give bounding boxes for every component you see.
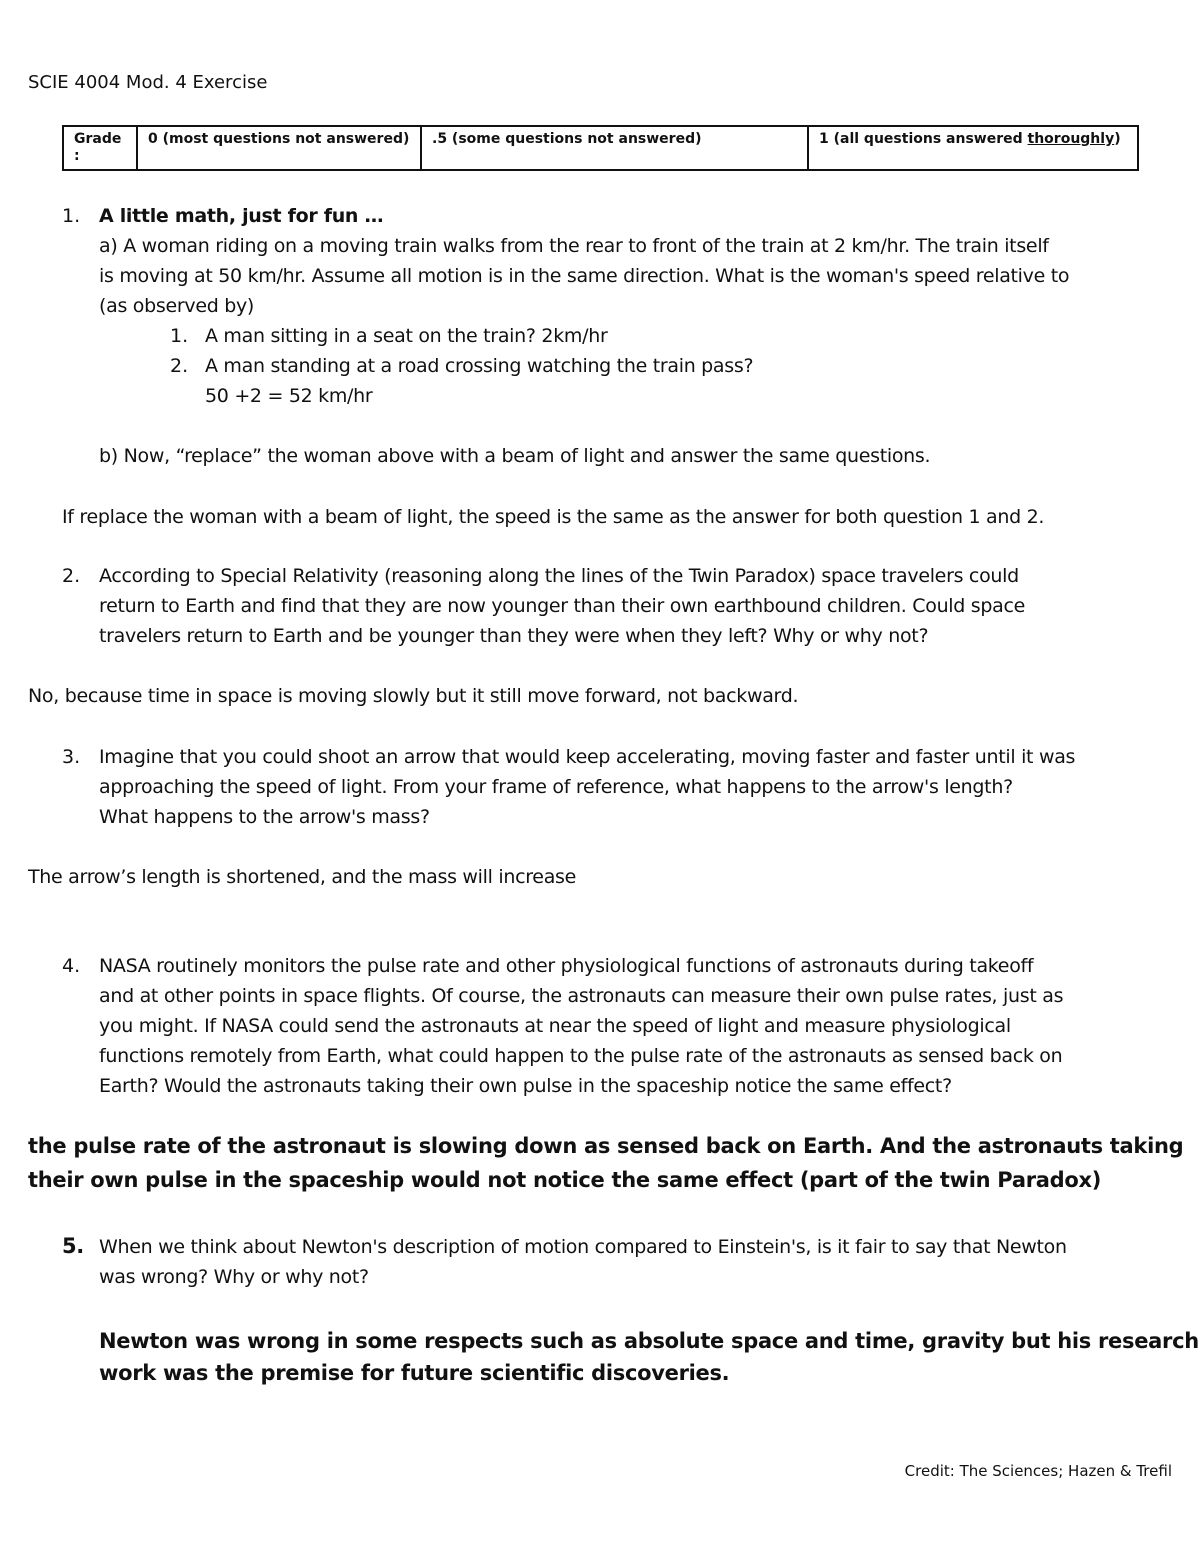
q1-title: A little math, just for fun … [99,205,384,227]
q3-line3: What happens to the arrow's mass? [99,806,430,828]
q1-sub2-number: 2. [170,355,189,377]
q4-answer-line1: the pulse rate of the astronaut is slowing down as sensed back on Earth. And the astronauts taking [28,1134,1184,1158]
q5-number: 5. [62,1234,84,1258]
grade-col-1 [808,126,1138,170]
q1-b: b) Now, “replace” the woman above with a beam of light and answer the same questions. [99,445,931,467]
q1-a-line2: is moving at 50 km/hr. Assume all motion is in the same direction. What is the woman's speed relative to [99,265,1070,287]
q2-number: 2. [62,565,81,587]
q5-answer-line1: Newton was wrong in some respects such as absolute space and time, gravity but his research [99,1329,1199,1353]
q1-sub1: A man sitting in a seat on the train? 2km/hr [205,325,608,347]
q5-line1: When we think about Newton's description of motion compared to Einstein's, is it fair to say that Newton [99,1236,1067,1258]
q2-answer: No, because time in space is moving slowly but it still move forward, not backward. [28,685,799,707]
q4-line5: Earth? Would the astronauts taking their own pulse in the spaceship notice the same effect? [99,1075,952,1097]
q3-line2: approaching the speed of light. From your frame of reference, what happens to the arrow's length? [99,776,1013,798]
q1-number: 1. [62,205,81,227]
grade-table [62,125,1139,171]
q4-line1: NASA routinely monitors the pulse rate and other physiological functions of astronauts during takeoff [99,955,1034,977]
grade-label: Grade : [63,126,137,170]
q3-answer: The arrow’s length is shortened, and the mass will increase [28,866,577,888]
grade-col-half: .5 (some questions not answered) [421,126,808,170]
q1-sub1-number: 1. [170,325,189,347]
credit-footer: Credit: The Sciences; Hazen & Trefil [904,1462,1172,1480]
q4-line2: and at other points in space flights. Of course, the astronauts can measure their own pulse rates, just as [99,985,1064,1007]
q4-line3: you might. If NASA could send the astronauts at near the speed of light and measure physiological [99,1015,1011,1037]
q4-number: 4. [62,955,81,977]
q2-line3: travelers return to Earth and be younger than they were when they left? Why or why not? [99,625,929,647]
grade-col-1-underlined: thoroughly [1027,131,1115,147]
q4-answer-line2: their own pulse in the spaceship would not notice the same effect (part of the twin Paradox) [28,1168,1102,1192]
q1-sub2: A man standing at a road crossing watching the train pass? [205,355,754,377]
q1-a-line1: a) A woman riding on a moving train walks from the rear to front of the train at 2 km/hr. The train itself [99,235,1049,257]
page-title: SCIE 4004 Mod. 4 Exercise [28,72,268,93]
q3-number: 3. [62,746,81,768]
q5-answer-line2: work was the premise for future scientific discoveries. [99,1361,730,1385]
q3-line1: Imagine that you could shoot an arrow that would keep accelerating, moving faster and faster until it was [99,746,1076,768]
q1-answer: If replace the woman with a beam of light, the speed is the same as the answer for both question 1 and 2. [62,506,1045,528]
grade-col-1-prefix: 1 (all questions answered [819,131,1028,147]
q5-line2: was wrong? Why or why not? [99,1266,369,1288]
q1-sub2-answer: 50 +2 = 52 km/hr [205,385,373,407]
q2-line2: return to Earth and find that they are now younger than their own earthbound children. Could space [99,595,1026,617]
q4-line4: functions remotely from Earth, what could happen to the pulse rate of the astronauts as sensed back on [99,1045,1063,1067]
q2-line1: According to Special Relativity (reasoning along the lines of the Twin Paradox) space travelers could [99,565,1019,587]
grade-col-1-suffix: ) [1114,131,1121,147]
grade-col-0: 0 (most questions not answered) [137,126,421,170]
q1-a-line3: (as observed by) [99,295,255,317]
